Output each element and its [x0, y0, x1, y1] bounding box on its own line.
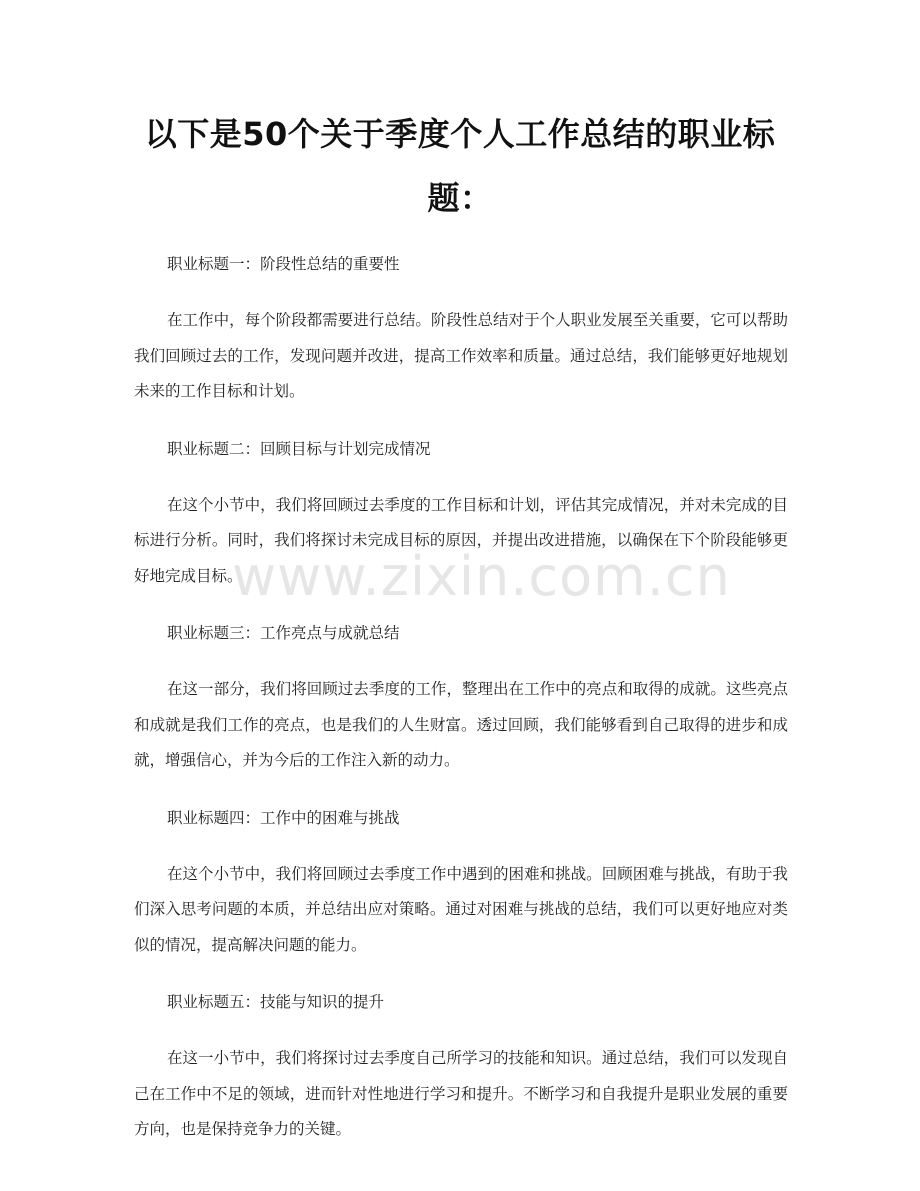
section-heading: 职业标题四：工作中的困难与挑战: [167, 808, 400, 827]
section-heading: 职业标题二：回顾目标与计划完成情况: [167, 439, 431, 458]
section-paragraph: 在工作中，每个阶段都需要进行总结。阶段性总结对于个人职业发展至关重要，它可以帮助我们回顾过去的工作，发现问题并改进，提高工作效率和质量。通过总结，我们能够更好地规划未来的工作目标和计划。: [134, 311, 788, 400]
section-paragraph: 在这一小节中，我们将探讨过去季度自己所学习的技能和知识。通过总结，我们可以发现自己在工作中不足的领域，进而针对性地进行学习和提升。不断学习和自我提升是职业发展的重要方向，也是保持竞争力的关键。: [134, 1049, 788, 1138]
document-body: [134, 247, 788, 1170]
section-heading: 职业标题三：工作亮点与成就总结: [167, 624, 400, 642]
section-heading: 职业标题一：阶段性总结的重要性: [167, 255, 400, 273]
watermark-text: www.zixin.com.cn: [232, 545, 731, 608]
document-title: 以下是50个关于季度个人工作总结的职业标题：: [144, 115, 776, 217]
section-paragraph: 在这一部分，我们将回顾过去季度的工作，整理出在工作中的亮点和取得的成就。这些亮点和成就是我们工作的亮点，也是我们的人生财富。透过回顾，我们能够看到自己取得的进步和成就，增强信心，并为今后的工作注入新的动力。: [134, 680, 788, 769]
section-heading: 职业标题五：技能与知识的提升: [167, 993, 385, 1011]
section-paragraph: 在这个小节中，我们将回顾过去季度工作中遇到的困难和挑战。回顾困难与挑战，有助于我们深入思考问题的本质，并总结出应对策略。通过对困难与挑战的总结，我们可以更好地应对类似的情况，提高解决问题的能力。: [134, 864, 788, 954]
section-paragraph: 在这个小节中，我们将回顾过去季度的工作目标和计划，评估其完成情况，并对未完成的目标进行分析。同时，我们将探讨未完成目标的原因，并提出改进措施，以确保在下个阶段能够更好地完成目标。: [134, 495, 788, 585]
